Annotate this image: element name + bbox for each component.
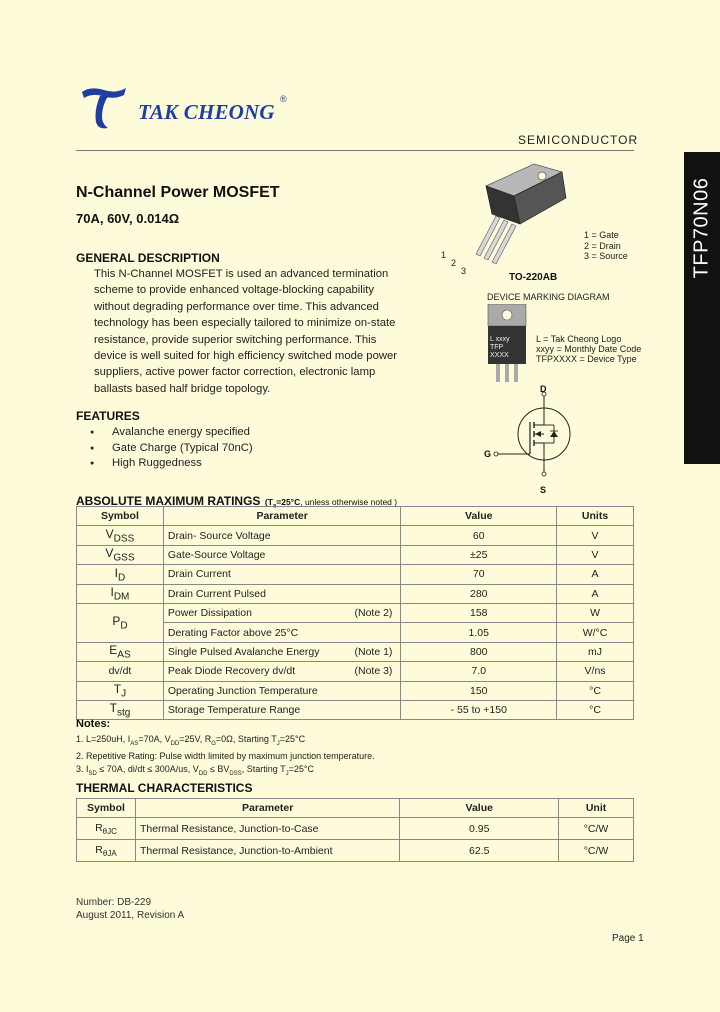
- parameter-cell: [163, 603, 401, 622]
- pin-legend: [584, 230, 628, 262]
- thermal-heading: THERMAL CHARACTERISTICS: [76, 781, 253, 795]
- description-line: technology has been especially tailored to minimize on-state: [94, 317, 396, 330]
- features-heading: FEATURES: [76, 409, 140, 423]
- note-sub: DD: [170, 740, 180, 747]
- table-row: [77, 526, 634, 545]
- cond-t: (T: [264, 497, 273, 507]
- document-date: August 2011, Revision A: [76, 910, 185, 921]
- note-2: 2. Repetitive Rating: Pulse width limited by maximum junction temperature.: [76, 751, 375, 762]
- value-cell: ±25: [401, 545, 557, 564]
- pin-number-3: 3: [461, 266, 467, 276]
- marking-legend-line: L = Tak Cheong Logo: [536, 334, 622, 344]
- chip-line: TFP: [490, 344, 504, 351]
- parameter-cell: [163, 565, 401, 584]
- mosfet-schematic: [490, 386, 580, 482]
- feature-item: ● Gate Charge (Typical 70nC): [76, 441, 376, 457]
- note-part: =25V, R: [179, 734, 212, 744]
- value-cell: 150: [401, 681, 557, 700]
- feature-item: ● Avalanche energy specified: [76, 425, 376, 441]
- description-line: device is well suited for high efficiency switched mode power: [94, 350, 398, 363]
- general-description-text: [94, 266, 424, 397]
- unit-cell: V: [557, 526, 634, 545]
- sidebar-part-number: TFP70N06: [690, 177, 713, 279]
- parameter-cell: [163, 662, 401, 681]
- page-number: Page 1: [612, 933, 644, 944]
- note-part: 1. L=250uH, I: [76, 734, 131, 744]
- symbol-sub: D: [120, 620, 128, 632]
- pin-number-2: 2: [451, 258, 457, 268]
- parameter-text: Drain Current: [167, 568, 231, 581]
- note-sub: DD: [198, 770, 208, 777]
- value-cell: - 55 to +150: [401, 700, 557, 719]
- parameter-cell: [163, 623, 401, 642]
- parameter-cell: [163, 681, 401, 700]
- unit-cell: mJ: [557, 642, 634, 661]
- parameter-text: Single Pulsed Avalanche Energy: [167, 645, 320, 658]
- description-line: without degrading performance over time. This advanced: [94, 300, 379, 313]
- schematic-label-drain: D: [540, 384, 547, 394]
- table-row: [77, 603, 634, 622]
- schematic-label-source: S: [540, 485, 547, 495]
- symbol-main: I: [114, 565, 118, 580]
- features-list: [76, 425, 376, 472]
- note-part: 3. I: [76, 763, 89, 774]
- pin-legend-drain: 2 = Drain: [584, 240, 621, 251]
- parameter-text: Gate-Source Voltage: [167, 548, 266, 561]
- table-row: [77, 565, 634, 584]
- col-header-value: Value: [400, 799, 559, 818]
- symbol-cell: [77, 545, 164, 564]
- parameter-text: Power Dissipation: [167, 607, 252, 620]
- parameter-cell: [163, 700, 401, 719]
- value-cell: 70: [401, 565, 557, 584]
- note-sub: J: [285, 770, 289, 777]
- general-description-heading: GENERAL DESCRIPTION: [76, 251, 220, 265]
- unit-cell: A: [557, 565, 634, 584]
- note-part: =70A, V: [138, 734, 171, 744]
- note-part: ≤ BV: [207, 763, 230, 774]
- note-sub: G: [211, 740, 216, 747]
- note-part: ≤ 70A, di/dt ≤ 300A/us, V: [96, 763, 199, 774]
- header-divider: [76, 150, 634, 151]
- note-part: =25°C: [279, 734, 306, 744]
- symbol-main: R: [95, 843, 103, 856]
- symbol-cell: [77, 642, 164, 661]
- parameter-text: Storage Temperature Range: [167, 704, 301, 717]
- symbol-cell: [77, 681, 164, 700]
- unit-cell: °C/W: [559, 818, 634, 840]
- parameter-text: Derating Factor above 25°C: [167, 626, 299, 639]
- value-cell: 158: [401, 603, 557, 622]
- col-header-units: Units: [557, 507, 634, 526]
- document-number: Number: DB-229: [76, 897, 152, 908]
- symbol-sub: DSS: [113, 533, 135, 545]
- note-sub: AS: [130, 740, 139, 747]
- unit-cell: A: [557, 584, 634, 603]
- symbol-cell: [77, 662, 164, 681]
- symbol-sub: θJA: [102, 848, 117, 858]
- parameter-note: (Note 1): [354, 645, 393, 658]
- parameter-text: Drain- Source Voltage: [167, 529, 271, 542]
- parameter-cell: [163, 526, 401, 545]
- symbol-sub: J: [121, 688, 127, 700]
- value-cell: 280: [401, 584, 557, 603]
- symbol-sub: stg: [116, 707, 131, 719]
- unit-cell: W/°C: [557, 623, 634, 642]
- unit-cell: V/ns: [557, 662, 634, 681]
- table-row: [77, 545, 634, 564]
- logo-mark-icon: [80, 86, 128, 132]
- feature-item: ● High Ruggedness: [76, 456, 376, 472]
- symbol-main: V: [105, 526, 114, 541]
- table-row: [77, 584, 634, 603]
- abs-max-heading: ABSOLUTE MAXIMUM RATINGS: [76, 494, 261, 508]
- symbol-cell: [77, 840, 136, 862]
- marking-legend: [536, 334, 641, 364]
- symbol-cell: [77, 526, 164, 545]
- chip-line: L xxxy: [490, 336, 510, 343]
- table-row: [77, 681, 634, 700]
- table-row: [77, 642, 634, 661]
- parameter-cell: [163, 642, 401, 661]
- marking-diagram-title: DEVICE MARKING DIAGRAM: [487, 292, 610, 302]
- col-header-unit: Unit: [559, 799, 634, 818]
- symbol-cell: [77, 818, 136, 840]
- unit-cell: V: [557, 545, 634, 564]
- table-header-row: [77, 799, 634, 818]
- schematic-label-gate: G: [484, 449, 492, 459]
- parameter-cell: Thermal Resistance, Junction-to-Ambient: [135, 840, 399, 862]
- symbol-main: dv/dt: [108, 665, 132, 678]
- col-header-symbol: Symbol: [77, 507, 164, 526]
- note-part: =0Ω, Starting T: [215, 734, 277, 744]
- col-header-parameter: Parameter: [163, 507, 401, 526]
- pin-number-1: 1: [441, 250, 447, 260]
- symbol-cell: [77, 584, 164, 603]
- symbol-sub: DM: [113, 591, 130, 603]
- pin-legend-source: 3 = Source: [584, 251, 628, 261]
- parameter-text: Drain Current Pulsed: [167, 587, 266, 600]
- col-header-parameter: Parameter: [135, 799, 399, 818]
- description-line: resistance, provide superior switching performance. This: [94, 333, 377, 346]
- description-line: ballasts based half bridge topology.: [94, 382, 271, 395]
- thermal-table: [76, 798, 634, 862]
- symbol-cell: [77, 603, 164, 642]
- table-header-row: [77, 507, 634, 526]
- marking-chip-text: [490, 336, 510, 360]
- parameter-note: (Note 3): [354, 665, 393, 678]
- symbol-sub: D: [118, 572, 126, 584]
- symbol-sub: GSS: [113, 552, 135, 564]
- company-name: TAK CHEONG: [138, 100, 275, 124]
- table-row: [77, 700, 634, 719]
- cond-sub: a: [272, 503, 277, 510]
- table-row: [77, 840, 634, 862]
- symbol-cell: [77, 565, 164, 584]
- registered-mark: ®: [280, 94, 287, 104]
- symbol-main: V: [105, 546, 114, 561]
- page-subtitle: 70A, 60V, 0.014Ω: [76, 211, 180, 226]
- note-sub: DSS: [229, 770, 242, 777]
- description-line: This N-Channel MOSFET is used an advanced termination: [94, 268, 389, 280]
- division-label: SEMICONDUCTOR: [518, 133, 639, 147]
- note-part: =25°C: [288, 763, 314, 774]
- abs-max-condition-rest: , unless otherwise noted ): [300, 497, 398, 507]
- note-1: [76, 733, 636, 750]
- abs-max-table: [76, 503, 634, 720]
- symbol-cell: [77, 700, 164, 719]
- note-sub: SD: [88, 770, 97, 777]
- symbol-main: E: [109, 643, 118, 658]
- symbol-sub: θJC: [102, 826, 117, 836]
- chip-line: XXXX: [490, 352, 509, 359]
- parameter-text: Operating Junction Temperature: [167, 684, 318, 697]
- unit-cell: °C: [557, 681, 634, 700]
- parameter-text: Peak Diode Recovery dv/dt: [167, 665, 296, 678]
- marking-legend-line: xxyy = Monthly Date Code: [536, 344, 642, 354]
- value-cell: 0.95: [400, 818, 559, 840]
- parameter-cell: [163, 545, 401, 564]
- cond-val: =25°C: [276, 497, 301, 507]
- unit-cell: °C: [557, 700, 634, 719]
- value-cell: 7.0: [401, 662, 557, 681]
- unit-cell: °C/W: [559, 840, 634, 862]
- table-row: [77, 818, 634, 840]
- col-header-value: Value: [401, 507, 557, 526]
- parameter-cell: [163, 584, 401, 603]
- parameter-note: (Note 2): [354, 607, 393, 620]
- symbol-main: P: [112, 614, 121, 629]
- marking-legend-line: TFPXXXX = Device Type: [536, 354, 637, 364]
- notes-heading: Notes:: [76, 718, 111, 730]
- page-title: N-Channel Power MOSFET: [76, 184, 280, 201]
- note-part: , Starting T: [241, 763, 286, 774]
- note-sub: J: [276, 740, 280, 747]
- symbol-main: T: [113, 682, 122, 697]
- package-name: TO-220AB: [509, 272, 558, 283]
- value-cell: 1.05: [401, 623, 557, 642]
- description-line: suppliers, active power factor correction, electronic lamp: [94, 366, 376, 379]
- symbol-main: I: [110, 585, 114, 600]
- company-logo: [80, 86, 128, 132]
- col-header-symbol: Symbol: [77, 799, 136, 818]
- value-cell: 62.5: [400, 840, 559, 862]
- symbol-main: R: [95, 821, 103, 834]
- symbol-main: T: [109, 701, 117, 716]
- parameter-cell: Thermal Resistance, Junction-to-Case: [135, 818, 399, 840]
- unit-cell: W: [557, 603, 634, 622]
- table-row: [77, 662, 634, 681]
- notes-block: [76, 733, 636, 780]
- value-cell: 800: [401, 642, 557, 661]
- symbol-sub: AS: [117, 649, 131, 661]
- description-line: scheme to provide enhanced voltage-blocking capability: [94, 284, 375, 297]
- pin-legend-gate: 1 = Gate: [584, 230, 619, 240]
- note-3: [76, 763, 636, 780]
- mosfet-symbol-icon: [490, 386, 580, 482]
- value-cell: 60: [401, 526, 557, 545]
